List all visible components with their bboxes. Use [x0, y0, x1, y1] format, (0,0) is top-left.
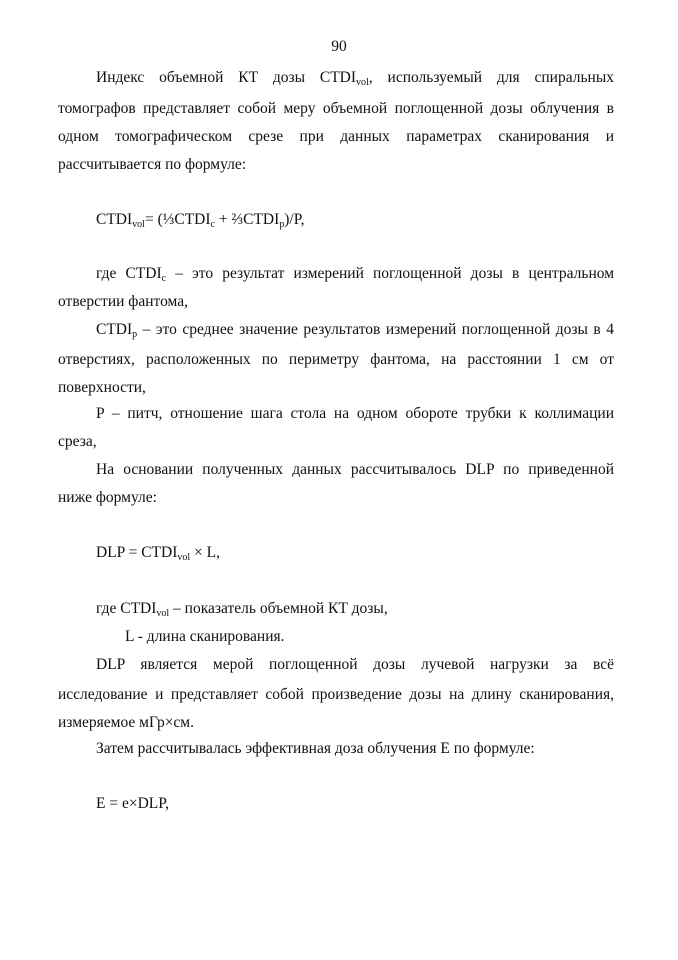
text-line: отверстиях, расположенных по периметру фантома, на расстоянии 1 см от: [58, 351, 614, 368]
text-line: отверстии фантома,: [58, 293, 188, 310]
text-line: P – питч, отношение шага стола на одном обороте трубки к коллимации: [96, 405, 614, 422]
paragraph-ctdic-cont: [58, 290, 614, 314]
paragraph-ctdivol-intro: [96, 66, 614, 90]
formula-dlp: DLP = $CTDI_{vol} \times L$,: [96, 544, 220, 563]
text-line: томографов представляет собой меру объемной поглощенной дозы облучения в: [58, 100, 614, 117]
text-line: $CTDI_p$ – это среднее значение результатов измерений поглощенной дозы в 4: [96, 321, 614, 340]
paragraph-pitch-cont: [58, 430, 614, 454]
paragraph-dlp-def: [96, 653, 614, 677]
text-line: На основании полученных данных рассчитывалось DLP по приведенной: [96, 461, 614, 478]
paragraph-ctdip-cont: [58, 346, 614, 402]
formula-effective-dose: E = e×DLP,: [96, 795, 170, 812]
paragraph-ctdivol-body: [58, 95, 614, 179]
paragraph-pitch: [96, 402, 614, 426]
text-line: где $CTDI_c$ – это результат измерений поглощенной дозы в центральном: [96, 265, 615, 284]
text-line: исследование и представляет собой произведение дозы на длину сканирования,: [58, 686, 614, 703]
paragraph-ctdivol-def: где $CTDI_{vol}$ – показатель объемной КТ дозы,: [96, 600, 388, 619]
formula-ctdivol: $CTDI_{vol}=$ ($\frac{1}{3}CTDI_c$ + $\frac{2}{3}CTDI_p)/P$,: [96, 211, 305, 230]
text-line: поверхности,: [58, 379, 146, 396]
page-number: 90: [331, 38, 347, 55]
paragraph-l-def: L - длина сканирования.: [125, 628, 285, 645]
paragraph-ctdip: [96, 318, 614, 342]
text-line: DLP является мерой поглощенной дозы лучевой нагрузки за всё: [96, 656, 614, 673]
text-line: рассчитывается по формуле:: [58, 156, 247, 173]
text-line: измеряемое мГр×см.: [58, 714, 194, 731]
text-line: Индекс объемной КТ дозы $CTDI_{vol}$, используемый для спиральных: [96, 69, 615, 88]
text-line: ниже формуле:: [58, 489, 157, 506]
paragraph-ctdic: [96, 262, 614, 286]
paragraph-dlp-intro: [96, 458, 614, 482]
paragraph-effective-dose: Затем рассчитывалась эффективная доза облучения E по формуле:: [96, 740, 535, 757]
paragraph-dlp-def-cont: [58, 681, 614, 737]
text-line: одном томографическом срезе при данных параметрах сканирования и: [58, 128, 614, 145]
text-line: среза,: [58, 433, 97, 450]
paragraph-dlp-intro-cont: [58, 486, 614, 510]
